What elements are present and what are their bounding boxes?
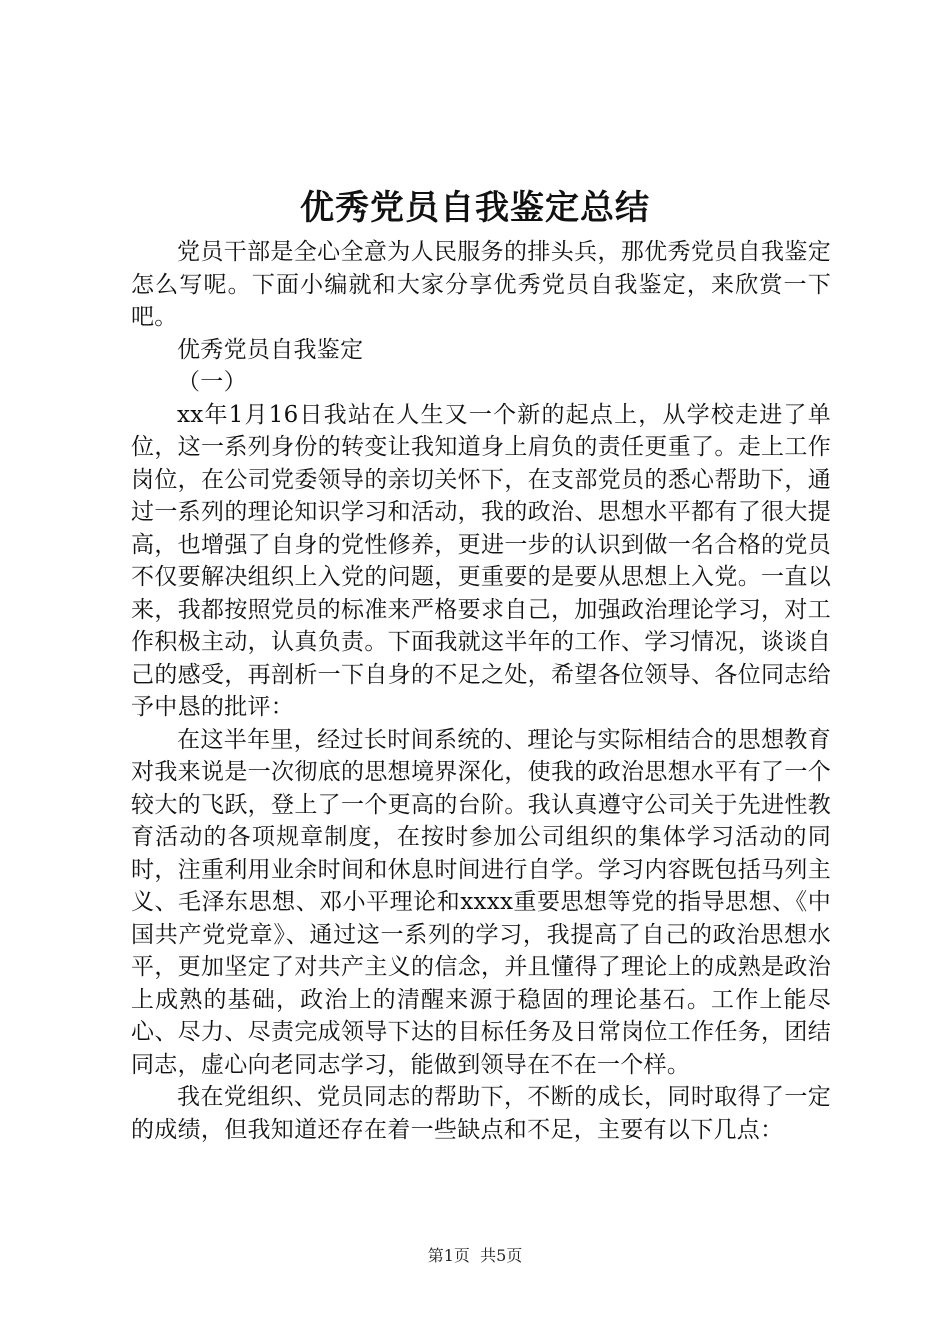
body-paragraph: xx年1月16日我站在人生又一个新的起点上，从学校走进了单位，这一系列身份的转变让我知道身上肩负的责任更重了。走上工作岗位，在公司党委领导的亲切关怀下，在支部党员的悉心帮助下，通过一系列的理论知识学习和活动，我的政治、思想水平都有了很大提高，也增强了自身的党性修养，更进一步的认识到做一名合格的党员不仅要解决组织上入党的问题，更重要的是要从思想上入党。一直以来，我都按照党员的标准来严格要求自己，加强政治理论学习，对工作积极主动，认真负责。下面我就这半年的工作、学习情况，谈谈自己的感受，再剖析一下自身的不足之处，希望各位领导、各位同志给予中恳的批评： — [131, 401, 831, 720]
section-number: （一） — [177, 369, 247, 395]
intro-paragraph: 党员干部是全心全意为人民服务的排头兵，那优秀党员自我鉴定怎么写呢。下面小编就和大家分享优秀党员自我鉴定，来欣赏一下吧。 — [131, 239, 831, 330]
document-title: 优秀党员自我鉴定总结 — [300, 188, 650, 228]
body-paragraph: 我在党组织、党员同志的帮助下，不断的成长，同时取得了一定的成绩，但我知道还存在着一些缺点和不足，主要有以下几点： — [131, 1084, 831, 1143]
document-body — [131, 236, 831, 1146]
body-paragraph: 在这半年里，经过长时间系统的、理论与实际相结合的思想教育对我来说是一次彻底的思想境界深化，使我的政治思想水平有了一个较大的飞跃，登上了一个更高的台阶。我认真遵守公司关于先进性教育活动的各项规章制度，在按时参加公司组织的集体学习活动的同时，注重利用业余时间和休息时间进行自学。学习内容既包括马列主义、毛泽东思想、邓小平理论和xxxx重要思想等党的指导思想、《中国共产党党章》、通过这一系列的学习，我提高了自己的政治思想水平，更加坚定了对共产主义的信念，并且懂得了理论上的成熟是政治上成熟的基础，政治上的清醒来源于稳固的理论基石。工作上能尽心、尽力、尽责完成领导下达的目标任务及日常岗位工作任务，团结同志，虚心向老同志学习，能做到领导在不在一个样。 — [131, 726, 831, 1078]
page-footer — [0, 1246, 950, 1266]
section-heading: 优秀党员自我鉴定 — [177, 336, 364, 363]
page-number: 第1页 共5页 — [427, 1246, 523, 1265]
